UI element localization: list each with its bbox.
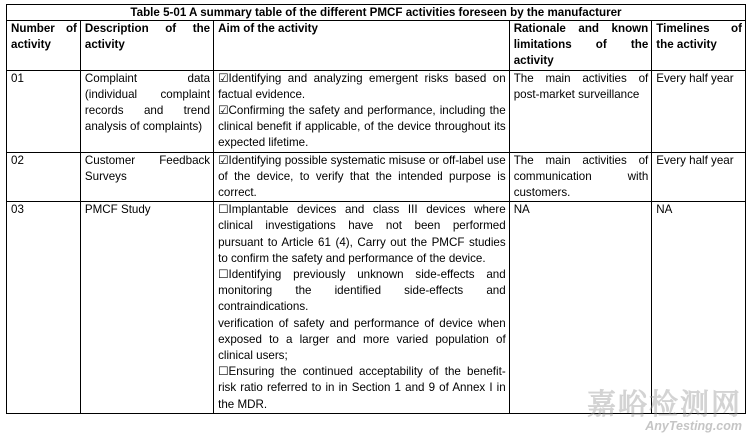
activity-timeline: Every half year (652, 70, 746, 152)
header-rationale: Rationale and known limitations of the activity (509, 21, 652, 71)
aim-item: ☐Implantable devices and class III devices where clinical investigations have not been performed pursuant to Article 61 (4), Carry out the PMCF studies to confirm the safety and performance of the device. (218, 203, 506, 265)
activity-description: Complaint data (individual complaint records and trend analysis of complaints) (80, 70, 213, 152)
activity-rationale: The main activities of communication with customers. (509, 152, 652, 202)
table-header-row (7, 21, 746, 71)
aim-item: ☑Identifying and analyzing emergent risks based on factual evidence. (218, 71, 506, 101)
activity-number: 03 (7, 202, 81, 414)
activity-rationale: The main activities of post-market surveillance (509, 70, 652, 152)
activity-number: 02 (7, 152, 81, 202)
header-number: Number of activity (7, 21, 81, 71)
header-aim: Aim of the activity (214, 21, 510, 71)
watermark-en: AnyTesting.com (645, 419, 742, 433)
table-row (7, 70, 746, 152)
table-caption-row (7, 5, 746, 21)
activity-description: Customer Feedback Surveys (80, 152, 213, 202)
aim-item: verification of safety and performance of device when exposed to a larger and more varied population of clinical users; (218, 316, 506, 363)
activity-description: PMCF Study (80, 202, 213, 414)
aim-item: ☑Confirming the safety and performance, including the clinical benefit if applicable, of the device throughout its expected lifetime. (218, 104, 506, 150)
pmcf-summary-table (6, 4, 746, 414)
header-timeline: Timelines of the activity (652, 21, 746, 71)
table-caption: Table 5-01 A summary table of the different PMCF activities foreseen by the manufacturer (7, 5, 746, 21)
aim-item: ☑Identifying possible systematic misuse or off-label use of the device, to verify that the intended purpose is correct. (218, 153, 506, 200)
activity-timeline: Every half year (652, 152, 746, 202)
watermark-cn: 嘉峪检测网 (586, 387, 742, 421)
aim-item: ☐Identifying previously unknown side-effects and monitoring the identified side-effects and contraindications. (218, 268, 506, 314)
activity-aim (214, 70, 510, 152)
aim-item: ☐Ensuring the continued acceptability of the benefit-risk ratio referred to in in Section 1 and 9 of Annex I in the MDR. (218, 365, 506, 411)
table-row (7, 152, 746, 202)
activity-aim (214, 202, 510, 414)
activity-timeline: NA (652, 202, 746, 414)
activity-rationale: NA (509, 202, 652, 414)
header-description: Description of the activity (80, 21, 213, 71)
activity-aim (214, 152, 510, 202)
activity-number: 01 (7, 70, 81, 152)
table-row (7, 202, 746, 414)
